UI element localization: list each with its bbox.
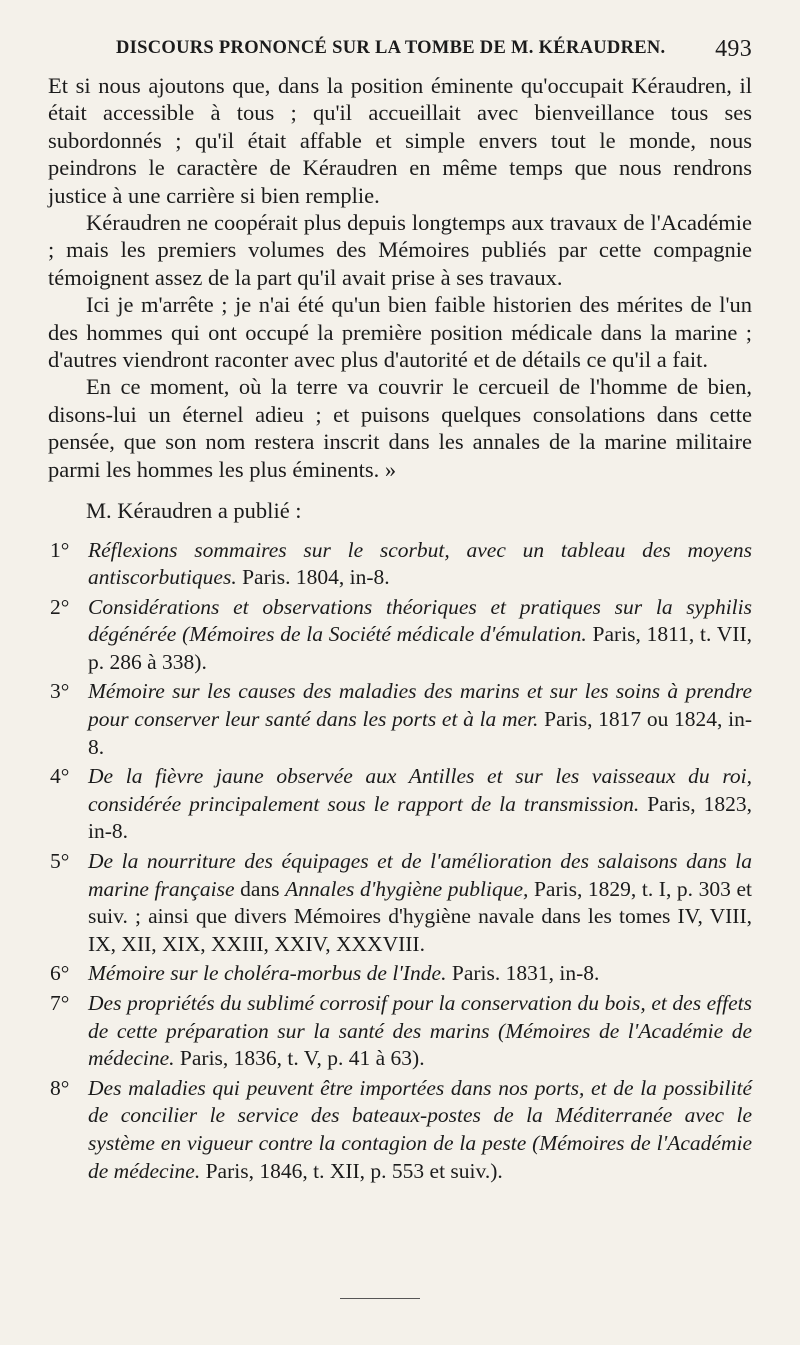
entry-number: 7°: [50, 991, 70, 1015]
bibliography-entry: [48, 537, 752, 592]
entry-number: 1°: [50, 537, 70, 562]
bibliography-entry: [48, 678, 752, 761]
entry-details: Paris. 1831, in-8.: [446, 961, 600, 986]
page-body: [48, 72, 752, 525]
entry-title: Des propriétés du sublimé corrosif pour la conservation du bois, et des effets de cette préparation sur la santé des marins (Mémoires de l'Académie de médecine.: [88, 991, 752, 1071]
published-intro: M. Kéraudren a publié :: [86, 498, 302, 524]
entry-details: Paris, 1817 ou 1824, in-8.: [88, 707, 752, 759]
entry-number: 8°: [50, 1075, 70, 1100]
bibliography-entry: [48, 960, 752, 988]
bibliography-entry: [48, 990, 752, 1073]
entry-number: 5°: [50, 849, 70, 874]
entry-details: Paris, 1823, in-8.: [88, 791, 752, 844]
entry-number: 3°: [50, 679, 70, 704]
running-title: DISCOURS PRONONCÉ SUR LA TOMBE DE M. KÉRAUDREN.: [116, 38, 666, 58]
paragraph: En ce moment, où la terre va couvrir le cercueil de l'homme de bien, disons-lui un éternel adieu ; et puisons quelques consolations dans cette pensée, que son nom restera inscrit dans les annales de la marine militaire parmi les hommes les plus éminents. »: [48, 374, 752, 482]
entry-title: Mémoire sur les causes des maladies des marins et sur les soins à prendre pour conserver leur santé dans les ports et à la mer.: [88, 679, 752, 732]
entry-title: De la fièvre jaune observée aux Antilles et sur les vaisseaux du roi, considérée principalement sous le rapport de la transmission.: [88, 764, 752, 816]
entry-title: Réflexions sommaires sur le scorbut, avec un tableau des moyens antiscorbutiques.: [88, 537, 752, 590]
entry-details: dans: [234, 876, 286, 901]
page-number: 493: [715, 36, 752, 62]
entry-details: Paris, 1811, t. VII, p. 286 à 338).: [88, 622, 752, 674]
entry-number: 2°: [50, 594, 70, 619]
entry-title: Considérations et observations théoriques et pratiques sur la syphilis dégénérée (Mémoires de la Société médicale d'émulation.: [88, 594, 752, 647]
bibliography-entry: [48, 848, 752, 958]
entry-title: Mémoire sur le choléra-morbus de l'Inde.: [88, 961, 447, 986]
entry-details: Paris, 1836, t. V, p. 41 à 63).: [174, 1046, 425, 1071]
running-header: [48, 38, 752, 72]
bibliography-entry: [48, 594, 752, 677]
entry-title: Des maladies qui peuvent être importées dans nos ports, et de la possibilité de concilier le service des bateaux-postes de la Méditerranée avec le système en vigueur contre la contagion de la peste (Mémoires de l'Académie de médecine.: [88, 1075, 752, 1183]
entry-title-secondary: Annales d'hygiène publique,: [285, 876, 529, 901]
entry-details-secondary: Paris, 1829, t. I, p. 303 et suiv. ; ainsi que divers Mémoires d'hygiène navale dans les tomes IV, VIII, IX, XII, XIX, XXIII, XXIV, XXXVIII.: [88, 876, 752, 956]
paragraph: Et si nous ajoutons que, dans la position éminente qu'occupait Kéraudren, il était accessible à tous ; qu'il accueillait avec bienveillance tous ses subordonnés ; qu'il était affable et simple envers tout le monde, nous peindrons le caractère de Kéraudren en même temps que nous rendrons justice à une carrière si bien remplie.: [48, 73, 752, 208]
entry-details: Paris, 1846, t. XII, p. 553 et suiv.).: [200, 1158, 503, 1183]
paragraph: Ici je m'arrête ; je n'ai été qu'un bien faible historien des mérites de l'un des hommes qui ont occupé la première position médicale dans la marine ; d'autres viendront raconter avec plus d'autorité et de détails ce qu'il a fait.: [48, 292, 752, 373]
entry-title: De la nourriture des équipages et de l'amélioration des salaisons dans la marine française: [88, 849, 752, 901]
entry-details: Paris. 1804, in-8.: [236, 565, 390, 590]
bibliography-list: [48, 537, 752, 1186]
bibliography-entry: [48, 763, 752, 846]
footer-rule: [340, 1298, 420, 1299]
entry-number: 4°: [50, 764, 70, 789]
entry-number: 6°: [50, 961, 70, 986]
bibliography-entry: [48, 1075, 752, 1185]
paragraph: Kéraudren ne coopérait plus depuis longtemps aux travaux de l'Académie ; mais les premiers volumes des Mémoires publiés par cette compagnie témoignent assez de la part qu'il avait prise à ses travaux.: [48, 210, 752, 290]
